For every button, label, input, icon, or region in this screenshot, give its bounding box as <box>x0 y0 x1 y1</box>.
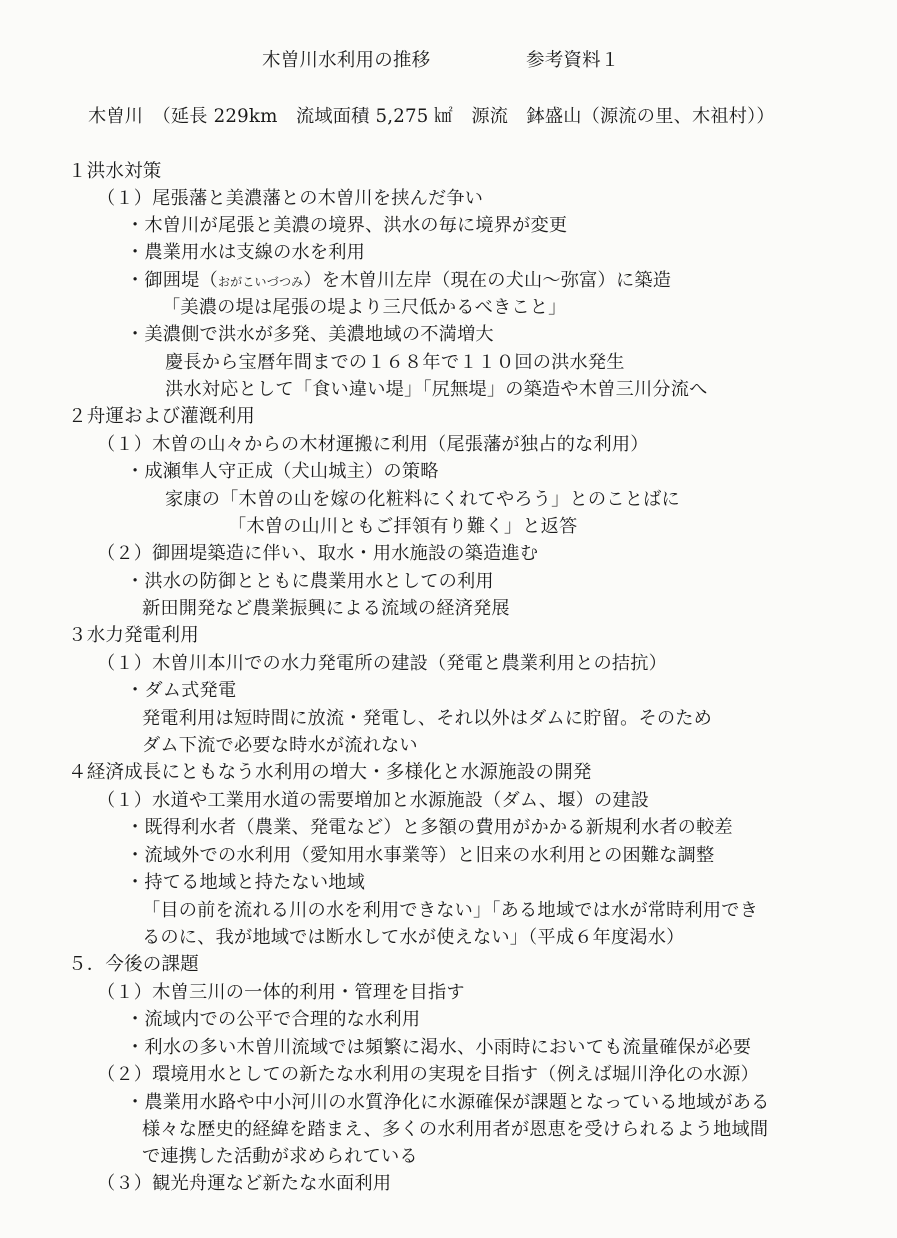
reference-label: 参考資料１ <box>526 50 620 71</box>
section-5-bullet-3: ・農業用水路や中小河川の水質浄化に水源確保が課題となっている地域がある <box>126 1092 770 1113</box>
section-5-title: ５．今後の課題 <box>68 954 199 975</box>
section-4-bullet-1: ・既得利水者（農業、発電など）と多額の費用がかかる新規利水者の較差 <box>126 817 733 838</box>
section-4-sub-1: （１）水道や工業用水道の需要増加と水源施設（ダム、堰）の建設 <box>97 790 650 811</box>
section-4-bullet-2: ・流域外での水利用（愛知用水事業等）と旧来の水利用との困難な調整 <box>126 845 715 866</box>
section-5-bullet-1: ・流域内での公平で合理的な水利用 <box>126 1009 421 1030</box>
section-1-bullet-4-line-1: 慶長から宝暦年間までの１６８年で１１０回の洪水発生 <box>165 352 625 373</box>
document-title: 木曽川水利用の推移 <box>262 50 431 71</box>
section-5-sub-2: （２）環境用水としての新たな水利用の実現を目指す（例えば堀川浄化の水源） <box>97 1064 759 1085</box>
section-2-bullet-2: ・洪水の防御とともに農業用水としての利用 <box>126 571 494 592</box>
section-5-bullet-3-line-2: で連携した活動が求められている <box>142 1146 418 1167</box>
section-1-bullet-3-pre: ・御囲堤（ <box>126 270 218 291</box>
section-4-bullet-3: ・持てる地域と持たない地域 <box>126 872 366 893</box>
section-1-quote: 「美濃の堤は尾張の堤より三尺低かるべきこと」 <box>162 297 567 318</box>
section-2-bullet-2-line-1: 新田開発など農業振興による流域の経済発展 <box>142 598 510 619</box>
section-1-sub-1: （１）尾張藩と美濃藩との木曽川を挟んだ争い <box>97 188 484 209</box>
section-2-bullet-1-line-1: 家康の「木曽の山を嫁の化粧料にくれてやろう」とのことばに <box>165 489 680 510</box>
section-2-sub-1: （１）木曽の山々からの木材運搬に利用（尾張藩が独占的な利用） <box>97 434 649 455</box>
section-1-bullet-4-line-2: 洪水対応として「食い違い堤」「尻無堤」の築造や木曽三川分流へ <box>165 379 708 400</box>
section-4-bullet-3-line-2: るのに、我が地域では断水して水が使えない」（平成６年度渇水） <box>142 927 685 948</box>
section-2-bullet-1: ・成瀬隼人守正成（犬山城主）の策略 <box>126 461 439 482</box>
section-2-title: ２舟運および灌漑利用 <box>68 406 256 427</box>
section-1-bullet-3 <box>126 269 671 294</box>
section-5-bullet-2: ・利水の多い木曽川流域では頻繁に渇水、小雨時においても流量確保が必要 <box>126 1037 752 1058</box>
section-1-title: １洪水対策 <box>68 161 162 182</box>
section-4-title: ４経済成長にともなう水利用の増大・多様化と水源施設の開発 <box>68 762 592 783</box>
section-1-bullet-1: ・木曽川が尾張と美濃の境界、洪水の毎に境界が変更 <box>126 215 568 236</box>
section-3-bullet-1-line-2: ダム下流で必要な時水が流れない <box>142 735 418 756</box>
section-1-bullet-4: ・美濃側で洪水が多発、美濃地域の不満増大 <box>126 324 494 345</box>
section-3-title: ３水力発電利用 <box>68 625 199 646</box>
section-5-sub-3: （３）観光舟運など新たな水面利用 <box>97 1173 392 1194</box>
section-1-bullet-3-post: ）を木曽川左岸（現在の犬山～弥富）に築造 <box>303 270 672 291</box>
section-2-bullet-1-line-2: 「木曽の山川ともご拝領有り難く」と返答 <box>228 516 578 537</box>
section-4-bullet-3-line-1: 「目の前を流れる川の水を利用できない」「ある地域では水が常時利用でき <box>142 900 759 921</box>
section-2-sub-2: （２）御囲堤築造に伴い、取水・用水施設の築造進む <box>97 543 539 564</box>
section-5-bullet-3-line-1: 様々な歴史的経緯を踏まえ、多くの水利用者が恩恵を受けられるよう地域間 <box>142 1119 769 1140</box>
ruby-reading: おがこいづつみ <box>217 275 304 289</box>
section-1-bullet-2: ・農業用水は支線の水を利用 <box>126 242 366 263</box>
section-3-bullet-1: ・ダム式発電 <box>126 680 237 701</box>
river-info: 木曽川 （延長 229km 流域面積 5,275 ㎢ 源流 鉢盛山（源流の里、木祖村）） <box>88 106 775 127</box>
section-3-bullet-1-line-1: 発電利用は短時間に放流・発電し、それ以外はダムに貯留。そのため <box>142 708 713 729</box>
section-3-sub-1: （１）木曽川本川での水力発電所の建設（発電と農業利用との拮抗） <box>97 653 668 674</box>
section-5-sub-1: （１）木曽三川の一体的利用・管理を目指す <box>97 982 465 1003</box>
